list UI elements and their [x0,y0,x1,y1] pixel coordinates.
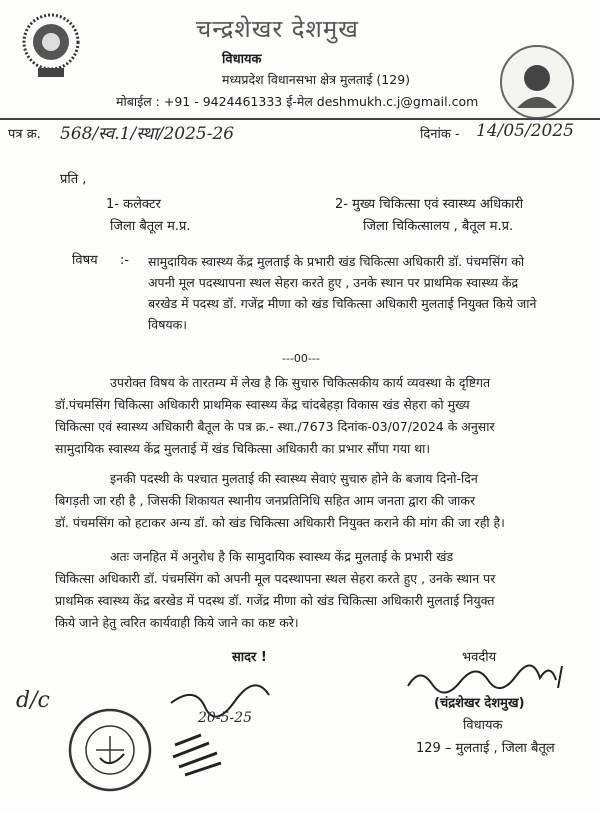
contact-phone: मोबाईल : +91 - 9424461333 ई-मेल [116,94,317,109]
ref-label: पत्र क्र. [8,127,41,142]
sadar-text: सादर ! [232,650,267,665]
date-label: दिनांक - [420,127,460,142]
portrait-badge [497,42,577,122]
paragraph-line: डॉ. पंचमसिंग को हटाकर अन्य डॉ. को खंड चिकित्सा अधिकारी नियुक्त कराने की मांग की जा रही है। [55,515,505,530]
section-divider: ---00--- [282,352,320,365]
subject-separator: :- [120,253,130,268]
paragraph-line: उपरोक्त विषय के तारतम्य में लेख है कि सुचारु चिकित्सकीय कार्य व्यवस्था के दृष्टिगत [110,375,491,390]
letterhead-designation: विधायक [222,52,262,67]
body-paragraph [55,468,580,534]
paragraph-line: बिगड़ती जा रही है , जिसकी शिकायत स्थानीय जनप्रतिनिधि सहित आम जनता द्वारा की जाकर [55,493,476,508]
initials-annotation: d/c [16,688,50,713]
subject-text [148,251,588,335]
recipient-1-address: जिला बैतूल म.प्र. [110,219,191,234]
recipient-2-title: 2- मुख्य चिकित्सा एवं स्वास्थ्य अधिकारी [335,197,524,212]
contact-email: deshmukh.c.j@gmail.com [316,94,479,109]
signatory-designation: विधायक [463,718,503,733]
subject-label: विषय [72,253,98,268]
letterhead-name: चन्द्रशेखर देशमुख [196,15,359,43]
paragraph-line: प्राथमिक स्वास्थ्य केंद्र बरखेड में पदस्थ डॉ. गजेंद्र मीणा को खंड चिकित्सा अधिकारी मुलताई नियुक्त [55,593,495,608]
bhavdiya-text: भवदीय [462,650,497,665]
paragraph-line: अतः जनहित में अनुरोध है कि सामुदायिक स्वास्थ्य केंद्र मुलताई के प्रभारी खंड [110,549,454,564]
paragraph-line: डॉ.पंचमसिंग चिकित्सा अधिकारी प्राथमिक स्वास्थ्य केंद्र चांदबेहड़ा विकास खंड सेहरा को मुख्य [55,397,470,412]
recipient-1-title: 1- कलेक्टर [106,197,161,212]
recipient-2-address: जिला चिकित्सालय , बैतूल म.प्र. [363,219,514,234]
emblem-seal [20,10,82,80]
subject-line: विषयक। [148,317,188,332]
subject-line: बरखेड में पदस्थ डॉ. गजेंद्र मीणा को खंड चिकित्सा अधिकारी मुलताई नियुक्त किये जाने [148,296,537,311]
body-paragraph [55,546,580,634]
signature [400,658,580,698]
letterhead-rule [0,118,600,120]
date-value: 14/05/2025 [476,121,574,141]
paragraph-line: सामुदायिक स्वास्थ्य केंद्र मुलताई में खंड चिकित्सा अधिकारी का प्रभार सौंपा गया था। [55,441,431,456]
signatory-place: 129 – मुलताई , जिला बैतूल [416,741,555,756]
subject-line: सामुदायिक स्वास्थ्य केंद्र मुलताई के प्रभारी खंड चिकित्सा अधिकारी डॉ. पंचमसिंग को [148,254,525,269]
letterhead-constituency: मध्यप्रदेश विधानसभा क्षेत्र मुलताई (129) [222,72,411,87]
paragraph-line: किये जाने हेतु त्वरित कार्यवाही किये जाने का कष्ट करे। [55,615,299,630]
paragraph-line: इनकी पदस्थी के पश्चात मुलताई की स्वास्थ्य सेवाएं सुचारु होने के बजाय दिनो-दिन [110,471,478,486]
salutation: प्रति , [60,172,87,187]
ref-number: 568/स्व.1/स्था/2025-26 [60,124,235,144]
subject-line: अपनी मूल पदस्थापना स्थल सेहरा करते हुए , उनके स्थान पर प्राथमिक स्वास्थ्य केंद्र [148,275,519,290]
receipt-date: 20-5-25 [198,710,252,726]
office-stamp [66,706,154,794]
receipt-signature [165,683,275,783]
letterhead-contact [116,92,478,112]
paragraph-line: चिकित्सा एवं स्वास्थ्य अधिकारी बैतूल के पत्र क्र.- स्था./7673 दिनांक-03/07/2024 के अनुसार [55,419,495,434]
signed-name: (चंद्रशेखर देशमुख) [434,696,525,711]
paragraph-line: चिकित्सा अधिकारी डॉ. पंचमसिंग को अपनी मूल पदस्थापना स्थल सेहरा करते हुए , उनके स्थान पर [55,571,496,586]
body-paragraph [55,372,580,460]
